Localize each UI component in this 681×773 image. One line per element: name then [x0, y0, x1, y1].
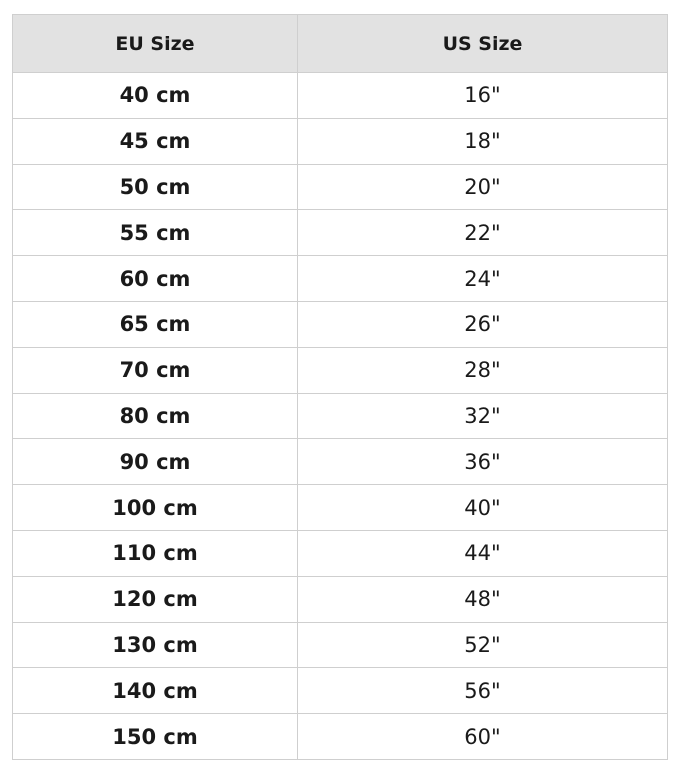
eu-size-cell: 65 cm	[13, 301, 298, 347]
table-row	[13, 73, 668, 119]
eu-size-cell: 40 cm	[13, 73, 298, 119]
eu-size-cell: 55 cm	[13, 210, 298, 256]
eu-size-cell: 70 cm	[13, 347, 298, 393]
table-row	[13, 668, 668, 714]
eu-size-cell: 80 cm	[13, 393, 298, 439]
eu-size-cell: 60 cm	[13, 256, 298, 302]
table-body	[13, 73, 668, 760]
eu-size-cell: 100 cm	[13, 485, 298, 531]
us-size-cell: 28"	[298, 347, 668, 393]
eu-size-cell: 130 cm	[13, 622, 298, 668]
table-row	[13, 576, 668, 622]
us-size-cell: 32"	[298, 393, 668, 439]
table-row	[13, 439, 668, 485]
us-size-cell: 22"	[298, 210, 668, 256]
us-size-cell: 56"	[298, 668, 668, 714]
us-size-cell: 44"	[298, 530, 668, 576]
table-row	[13, 485, 668, 531]
eu-size-cell: 45 cm	[13, 118, 298, 164]
us-size-cell: 36"	[298, 439, 668, 485]
us-size-cell: 16"	[298, 73, 668, 119]
eu-size-cell: 140 cm	[13, 668, 298, 714]
table-row	[13, 622, 668, 668]
size-conversion-table	[12, 14, 668, 760]
us-size-cell: 20"	[298, 164, 668, 210]
table-row	[13, 347, 668, 393]
table-row	[13, 210, 668, 256]
us-size-cell: 48"	[298, 576, 668, 622]
table-row	[13, 301, 668, 347]
table-row	[13, 118, 668, 164]
us-size-cell: 24"	[298, 256, 668, 302]
table-row	[13, 714, 668, 760]
eu-size-cell: 150 cm	[13, 714, 298, 760]
eu-size-cell: 90 cm	[13, 439, 298, 485]
us-size-cell: 52"	[298, 622, 668, 668]
header-row	[13, 15, 668, 73]
us-size-cell: 18"	[298, 118, 668, 164]
eu-size-cell: 50 cm	[13, 164, 298, 210]
table-row	[13, 256, 668, 302]
eu-size-cell: 110 cm	[13, 530, 298, 576]
table-header	[13, 15, 668, 73]
us-size-cell: 60"	[298, 714, 668, 760]
eu-size-header: EU Size	[13, 15, 298, 73]
us-size-header: US Size	[298, 15, 668, 73]
us-size-cell: 26"	[298, 301, 668, 347]
eu-size-cell: 120 cm	[13, 576, 298, 622]
table-row	[13, 530, 668, 576]
us-size-cell: 40"	[298, 485, 668, 531]
table-row	[13, 393, 668, 439]
table-row	[13, 164, 668, 210]
